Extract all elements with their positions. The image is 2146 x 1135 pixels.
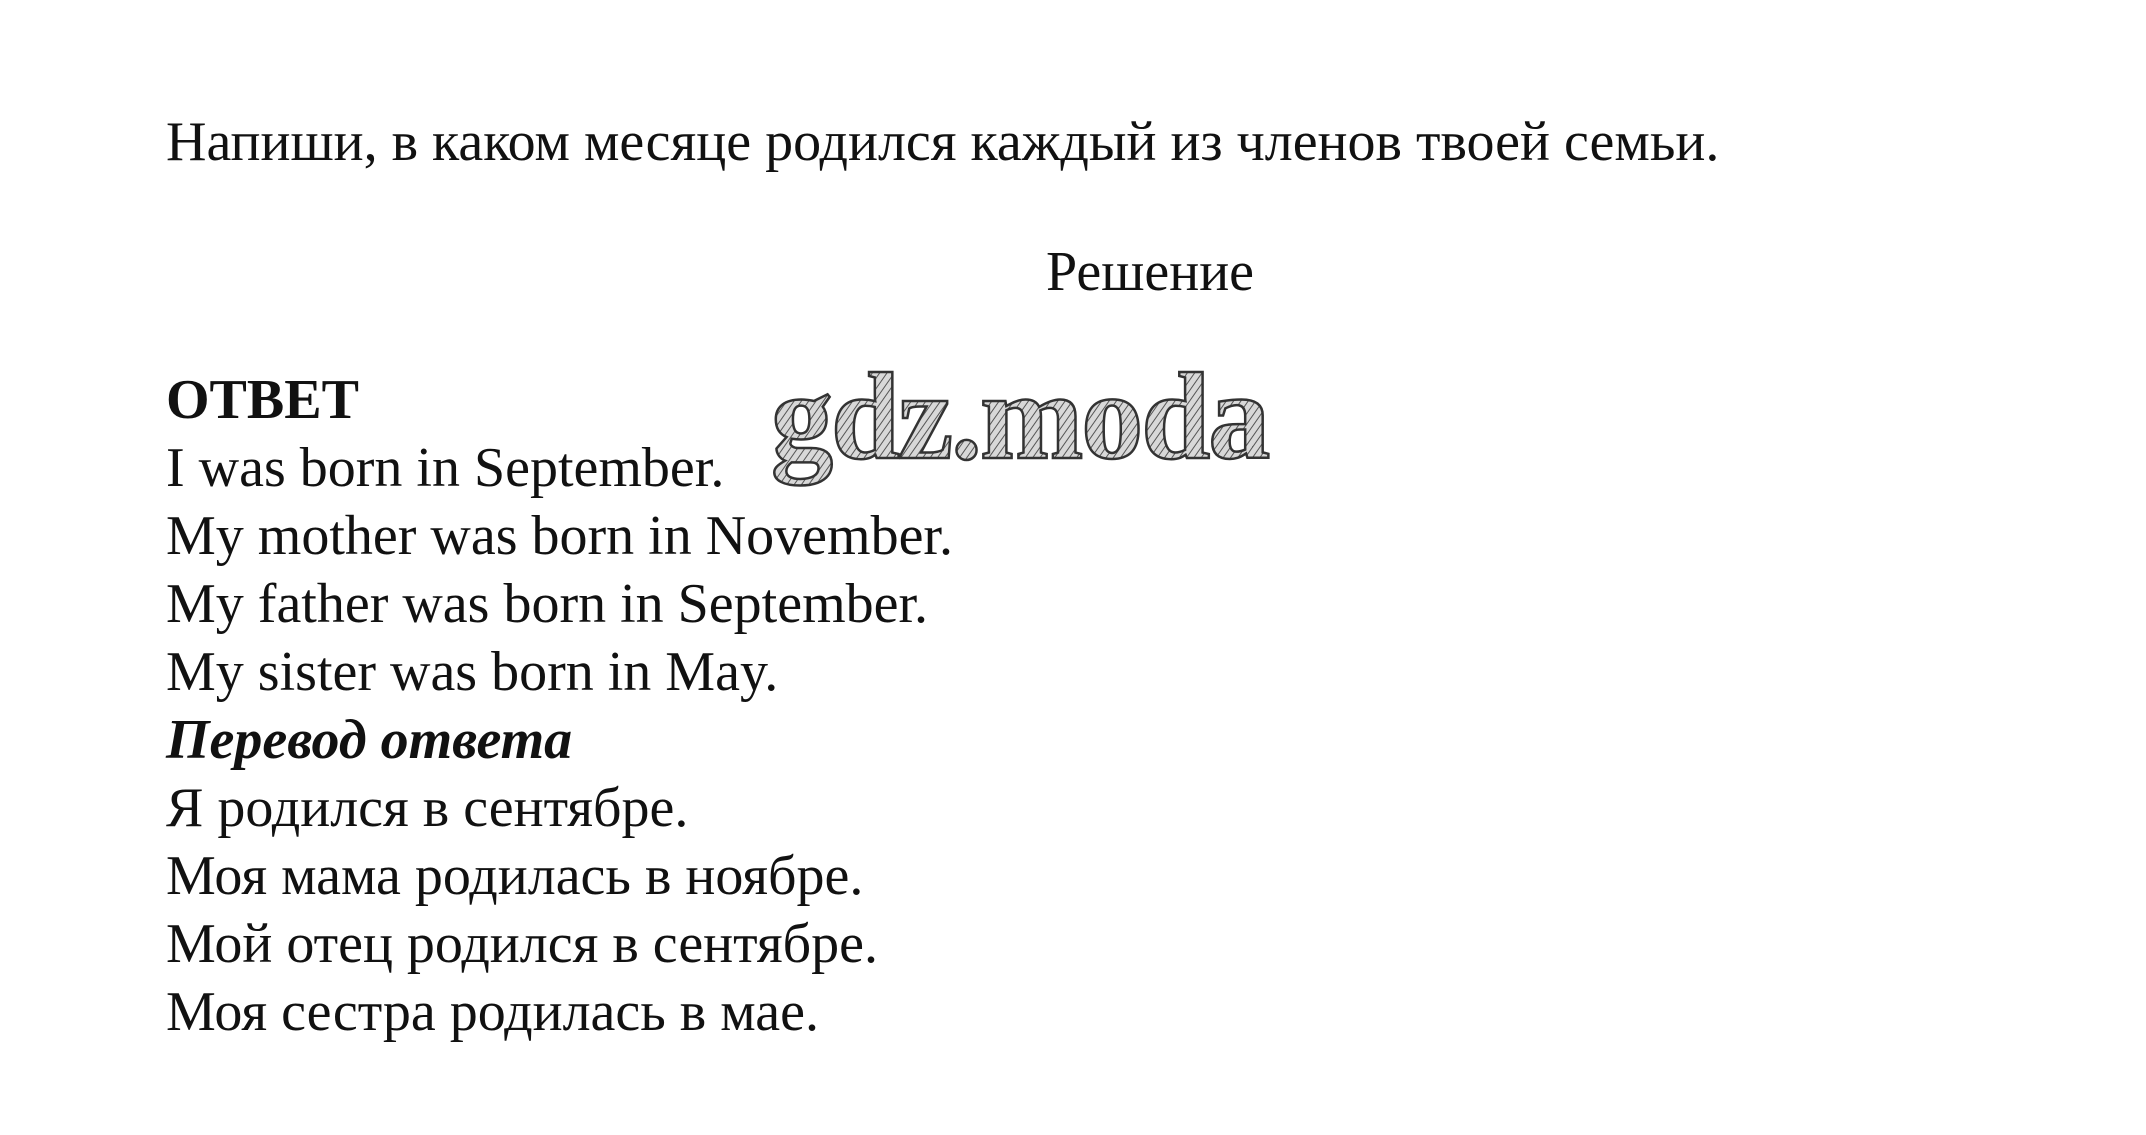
watermark-logo — [765, 358, 1385, 498]
answer-line: My mother was born in November. — [166, 505, 953, 567]
watermark-text: gdz.moda — [771, 358, 1269, 485]
solution-heading: Решение — [1045, 241, 1255, 303]
answer-line: I was born in September. — [166, 437, 725, 499]
answer-line: My father was born in September. — [166, 573, 929, 635]
task-text: Напиши, в каком месяце родился каждый из членов твоей семьи. — [166, 111, 1720, 173]
translation-line: Мой отец родился в сентябре. — [166, 913, 878, 975]
translation-line: Моя мама родилась в ноябре. — [166, 845, 864, 907]
translation-line: Я родился в сентябре. — [166, 777, 689, 839]
translation-line: Моя сестра родилась в мае. — [166, 981, 819, 1043]
answer-title: ОТВЕТ — [166, 369, 359, 431]
translation-title: Перевод ответа — [166, 709, 573, 771]
answer-line: My sister was born in May. — [166, 641, 779, 703]
